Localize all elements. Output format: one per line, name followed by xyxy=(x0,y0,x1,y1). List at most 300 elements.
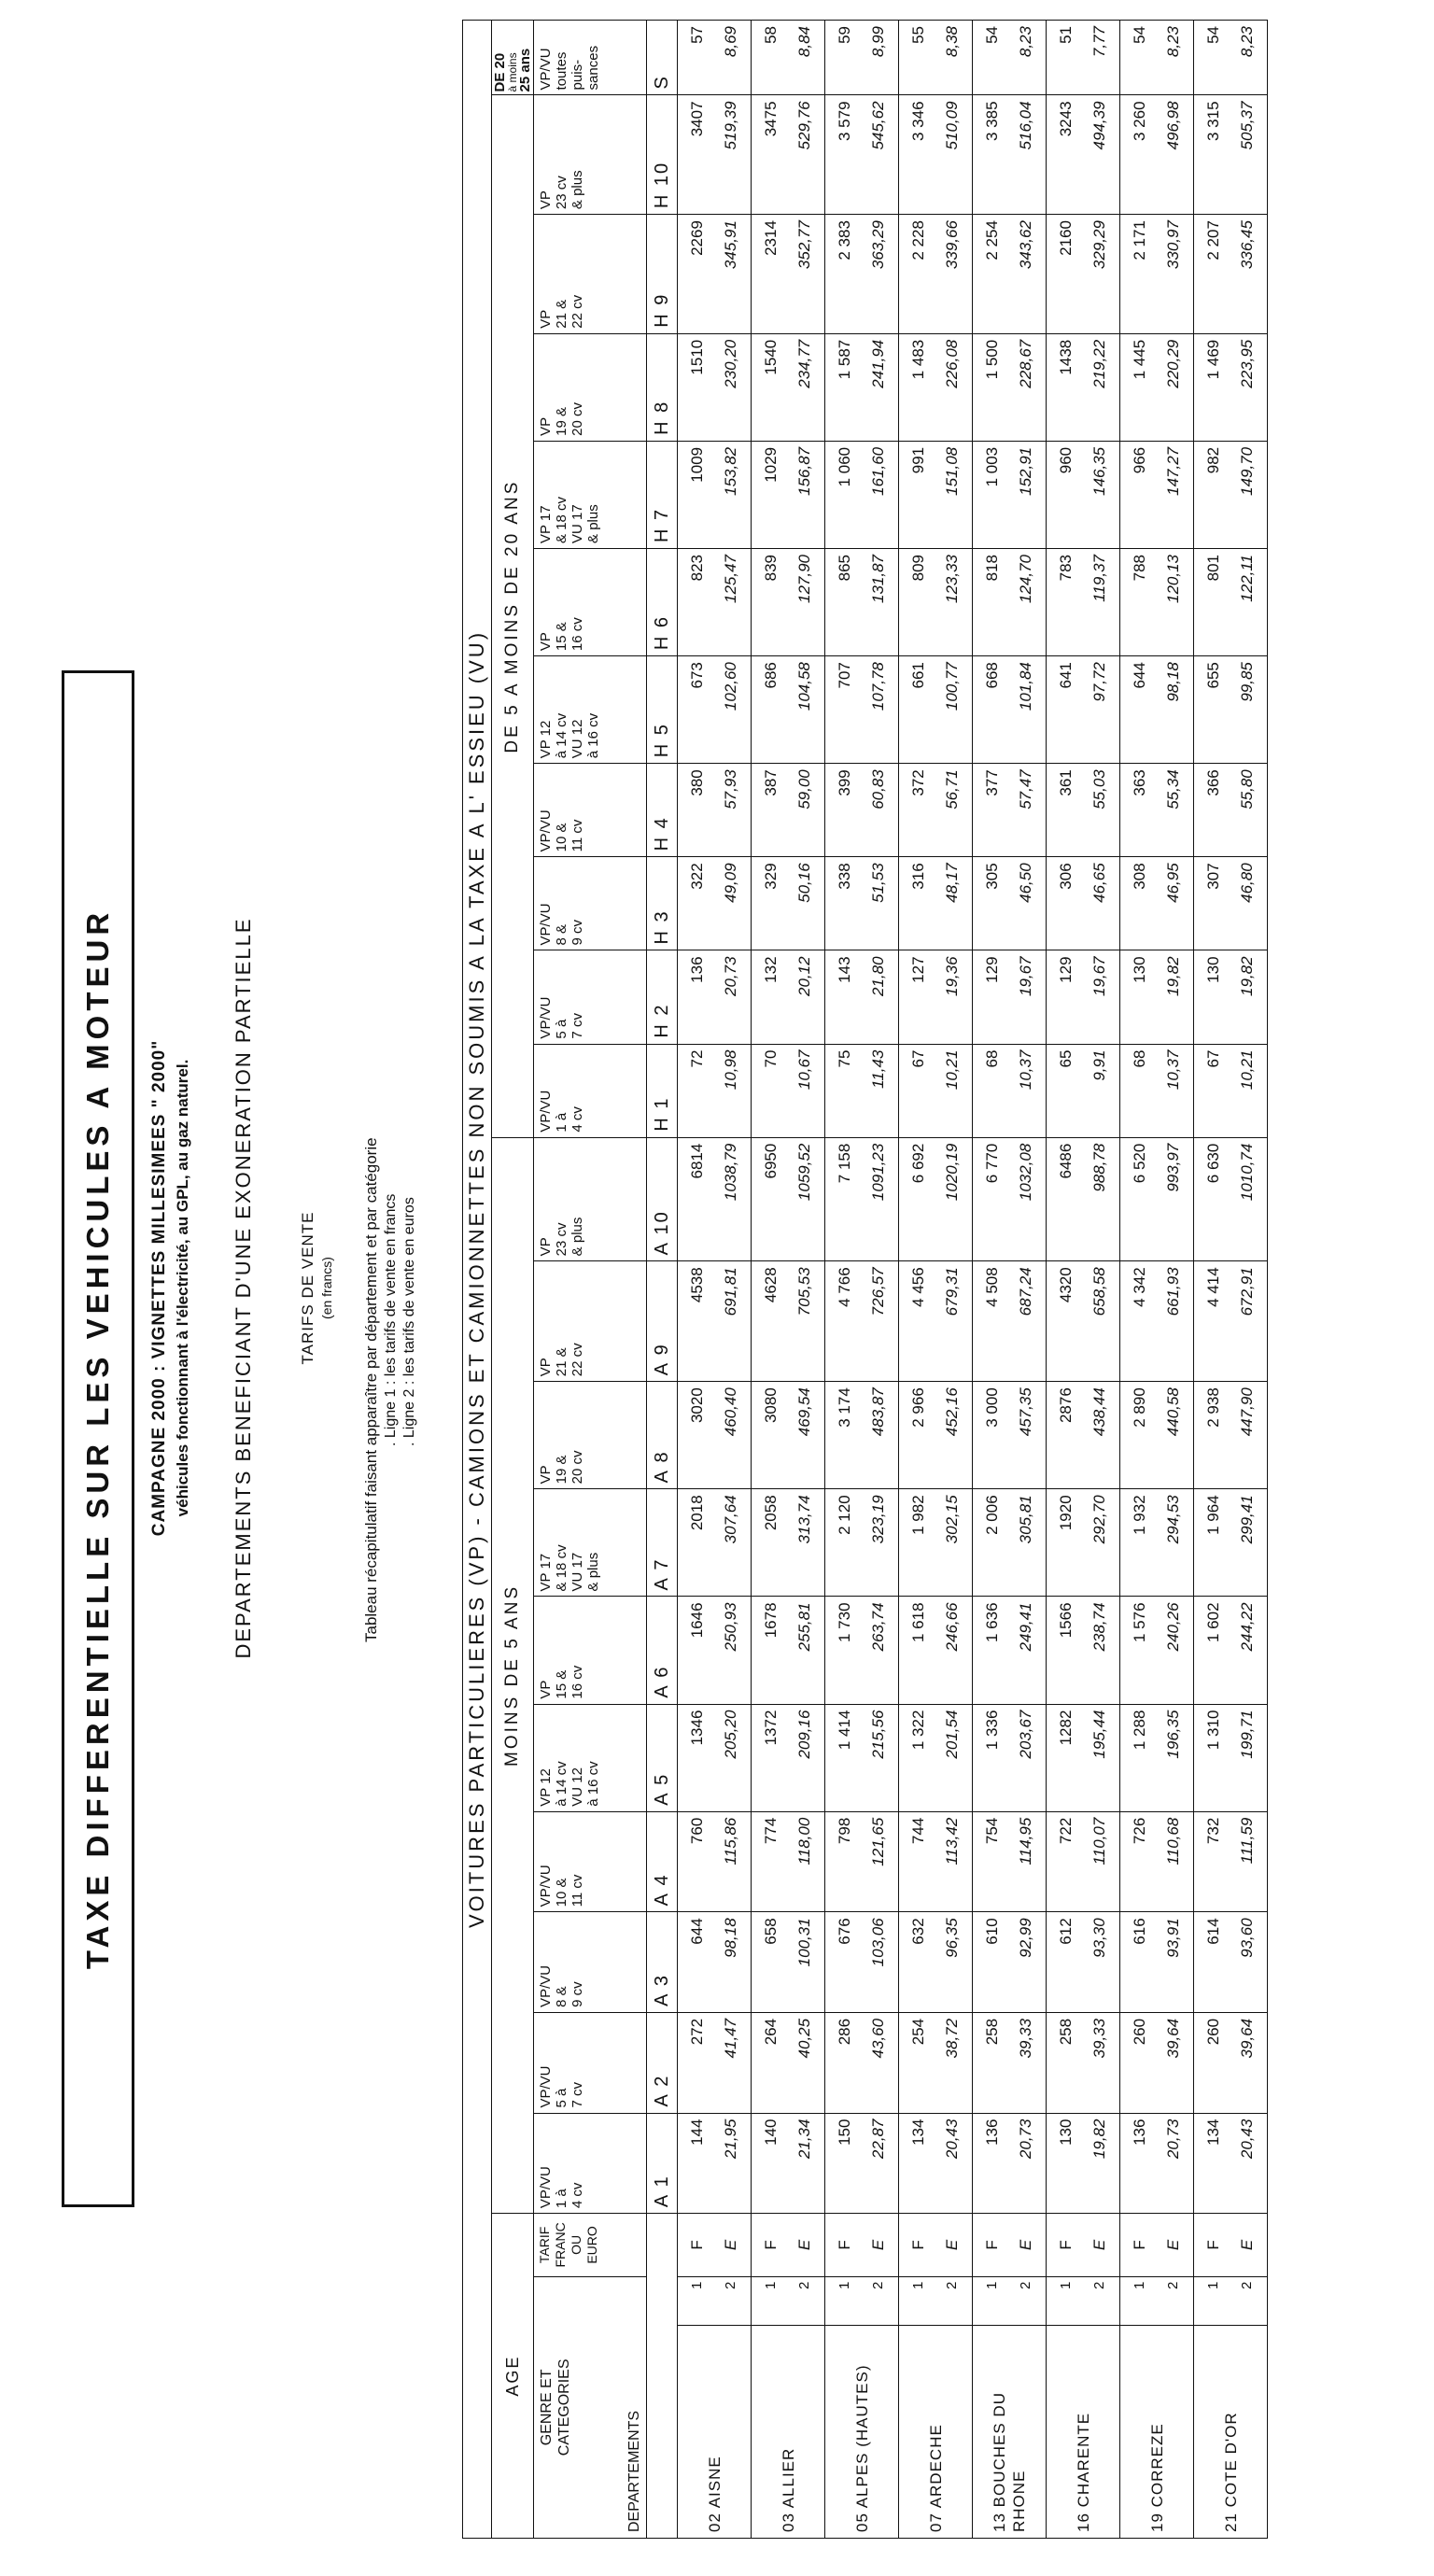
line-number: 1 xyxy=(1205,2281,1221,2290)
cell-h7 xyxy=(678,441,752,548)
value-euro: 292,70 xyxy=(1090,1495,1108,1544)
value-euro: 93,30 xyxy=(1090,1918,1108,1958)
cell-h7 xyxy=(752,441,825,548)
value-euro: 20,12 xyxy=(795,956,813,996)
value-euro: 8,84 xyxy=(795,26,813,58)
cell-h2 xyxy=(899,950,973,1044)
header-line: VP xyxy=(538,632,554,652)
value-franc: 774 xyxy=(762,1817,780,1845)
code-a8: A 8 xyxy=(647,1382,678,1489)
header-line: 23 cv xyxy=(554,1222,569,1257)
value-euro: 57,93 xyxy=(722,769,739,809)
value-franc: 307 xyxy=(1204,863,1222,890)
value-franc: 51 xyxy=(1057,26,1075,44)
value-euro: 545,62 xyxy=(869,101,887,150)
cell-a8 xyxy=(752,1382,825,1489)
value-franc: 3 385 xyxy=(983,101,1001,141)
cell-s xyxy=(825,21,899,95)
franc-indicator: F xyxy=(909,2240,927,2250)
value-euro: 19,82 xyxy=(1090,2119,1108,2160)
value-franc: 65 xyxy=(1057,1049,1075,1068)
value-franc: 1678 xyxy=(762,1602,780,1639)
value-franc: 1372 xyxy=(762,1710,780,1746)
cell-h9 xyxy=(973,215,1047,334)
departments-title: DEPARTEMENTS BENEFICIANT D'UNE EXONERATION PARTIELLE xyxy=(232,917,255,1659)
cell-a1 xyxy=(1120,2113,1194,2214)
cell-a6 xyxy=(1047,1597,1120,1704)
cell-a2 xyxy=(1047,2012,1120,2113)
cell-h10 xyxy=(752,95,825,215)
value-franc: 3 315 xyxy=(1204,101,1222,141)
value-franc: 286 xyxy=(836,2018,853,2046)
value-euro: 672,91 xyxy=(1238,1267,1256,1316)
value-euro: 156,87 xyxy=(795,446,813,496)
value-franc: 4628 xyxy=(762,1267,780,1303)
value-euro: 496,98 xyxy=(1164,101,1182,150)
cell-h6 xyxy=(1120,548,1194,655)
value-euro: 255,81 xyxy=(795,1602,813,1652)
cell-a3 xyxy=(1120,1912,1194,2013)
franc-indicator: F xyxy=(836,2240,853,2250)
euro-indicator: E xyxy=(722,2239,739,2251)
cell-h2 xyxy=(825,950,899,1044)
cell-a1 xyxy=(1047,2113,1120,2214)
value-euro: 59,00 xyxy=(795,769,813,809)
cell-a3 xyxy=(899,1912,973,2013)
column-head-h3 xyxy=(534,857,647,950)
cell-h7 xyxy=(1047,441,1120,548)
value-franc: 322 xyxy=(688,863,706,890)
value-euro: 93,91 xyxy=(1164,1918,1182,1958)
cell-a4 xyxy=(1047,1811,1120,1912)
header-line: & plus xyxy=(569,1217,585,1257)
value-franc: 134 xyxy=(909,2119,927,2146)
value-euro: 687,24 xyxy=(1017,1267,1034,1316)
cell-a8 xyxy=(678,1382,752,1489)
header-line: à 16 cv xyxy=(585,1761,601,1807)
value-euro: 19,67 xyxy=(1017,956,1034,996)
vehicles-note: véhicules fonctionnant à l'électricité, au GPL, au gaz naturel. xyxy=(174,1059,191,1517)
header-line: FRANC xyxy=(553,2222,568,2268)
value-franc: 1 310 xyxy=(1204,1710,1222,1751)
header-line: VP/VU xyxy=(538,809,554,852)
value-franc: 260 xyxy=(1131,2018,1148,2046)
column-head-a2 xyxy=(534,2012,647,2113)
header-line: 1 à xyxy=(554,1112,569,1133)
page-title: TAXE DIFFERENTIELLE SUR LES VEHICULES A MOTEUR xyxy=(80,908,115,1970)
value-euro: 55,80 xyxy=(1238,769,1256,809)
value-euro: 10,37 xyxy=(1017,1049,1034,1091)
value-franc: 380 xyxy=(688,769,706,796)
value-euro: 246,66 xyxy=(943,1602,961,1652)
table-row xyxy=(1047,21,1120,2539)
value-euro: 104,58 xyxy=(795,662,813,711)
cell-h5 xyxy=(899,656,973,764)
table-row xyxy=(678,21,752,2539)
code-h9: H 9 xyxy=(647,215,678,334)
value-franc: 2314 xyxy=(762,220,780,256)
value-euro: 19,82 xyxy=(1164,956,1182,996)
euro-indicator: E xyxy=(1090,2239,1108,2251)
cell-a5 xyxy=(1120,1704,1194,1811)
cell-a5 xyxy=(1047,1704,1120,1811)
value-euro: 38,72 xyxy=(943,2018,961,2059)
value-franc: 783 xyxy=(1057,554,1075,582)
tariff-table xyxy=(462,20,1268,2539)
code-h8: H 8 xyxy=(647,333,678,441)
cell-a10 xyxy=(1194,1137,1268,1261)
value-franc: 3080 xyxy=(762,1387,780,1424)
value-euro: 726,57 xyxy=(869,1267,887,1316)
value-euro: 46,65 xyxy=(1090,863,1108,903)
header-line: 4 cv xyxy=(569,2182,585,2209)
column-head-h2 xyxy=(534,950,647,1044)
value-franc: 1346 xyxy=(688,1710,706,1746)
cell-h10 xyxy=(1047,95,1120,215)
cell-a8 xyxy=(825,1382,899,1489)
cell-a9 xyxy=(1194,1261,1268,1382)
cell-h3 xyxy=(1047,857,1120,950)
code-a3: A 3 xyxy=(647,1912,678,2013)
value-franc: 143 xyxy=(836,956,853,983)
value-franc: 258 xyxy=(1057,2018,1075,2046)
value-franc: 4 508 xyxy=(983,1267,1001,1307)
header-line: 11 cv xyxy=(569,819,585,852)
value-franc: 610 xyxy=(983,1918,1001,1945)
value-franc: 2 890 xyxy=(1131,1387,1148,1428)
header-line: VP/VU xyxy=(538,2166,554,2209)
cell-h8 xyxy=(752,333,825,441)
cell-h4 xyxy=(1120,764,1194,857)
ligne2-text: . Ligne 2 : les tarifs de vente en euros xyxy=(401,1197,417,1446)
value-euro: 230,20 xyxy=(722,339,739,388)
value-franc: 632 xyxy=(909,1918,927,1945)
cell-h1 xyxy=(752,1044,825,1137)
header-line: 21 & xyxy=(554,1347,569,1377)
value-franc: 54 xyxy=(1131,26,1148,44)
value-euro: 60,83 xyxy=(869,769,887,809)
value-euro: 330,97 xyxy=(1164,220,1182,270)
value-franc: 1 932 xyxy=(1131,1495,1148,1535)
value-euro: 241,94 xyxy=(869,339,887,388)
table-row xyxy=(825,21,899,2539)
column-head-s xyxy=(534,21,647,95)
header-line: VP xyxy=(538,1465,554,1485)
header-line: EURO xyxy=(584,2226,599,2264)
line-number: 2 xyxy=(1239,2281,1255,2290)
cell-a4 xyxy=(899,1811,973,1912)
value-franc: 1438 xyxy=(1057,339,1075,375)
value-franc: 1282 xyxy=(1057,1710,1075,1746)
header-line: VP/VU xyxy=(538,903,554,946)
value-euro: 100,77 xyxy=(943,662,961,711)
department-name: 19 CORREZE xyxy=(1120,2326,1194,2539)
value-franc: 991 xyxy=(909,446,927,474)
genre-categories-label xyxy=(534,2276,647,2538)
value-euro: 19,82 xyxy=(1238,956,1256,996)
header-line: & plus xyxy=(585,504,601,543)
value-euro: 305,81 xyxy=(1017,1495,1034,1544)
header-line: 1 à xyxy=(554,2189,569,2209)
header-line: à 14 cv xyxy=(554,712,569,759)
cell-h6 xyxy=(678,548,752,655)
value-franc: 136 xyxy=(983,2119,1001,2146)
header-line: VU 12 xyxy=(569,1767,585,1807)
value-euro: 118,00 xyxy=(795,1817,813,1865)
value-euro: 115,86 xyxy=(722,1817,739,1865)
value-franc: 399 xyxy=(836,769,853,796)
header-line: VU 17 xyxy=(569,1552,585,1592)
value-euro: 20,73 xyxy=(1164,2119,1182,2160)
header-line: 16 cv xyxy=(569,617,585,652)
value-franc: 59 xyxy=(836,26,853,44)
value-euro: 529,76 xyxy=(795,101,813,150)
cell-h2 xyxy=(752,950,825,1044)
value-franc: 1540 xyxy=(762,339,780,375)
value-euro: 215,56 xyxy=(869,1710,887,1759)
value-euro: 125,47 xyxy=(722,554,739,603)
value-euro: 127,90 xyxy=(795,554,813,603)
value-euro: 39,64 xyxy=(1238,2018,1256,2059)
table-banner: VOITURES PARTICULIERES (VP) - CAMIONS ET CAMIONNETTES NON SOUMIS A LA TAXE A L' ESSIEU (VU) xyxy=(463,21,492,2539)
value-euro: 440,58 xyxy=(1164,1387,1182,1437)
header-line: 15 & xyxy=(554,622,569,652)
value-euro: 658,58 xyxy=(1090,1267,1108,1316)
cell-h8 xyxy=(825,333,899,441)
column-head-h9 xyxy=(534,215,647,334)
value-euro: 110,68 xyxy=(1164,1817,1182,1865)
section-20-a-25-ans xyxy=(492,21,534,95)
value-franc: 363 xyxy=(1131,769,1148,796)
value-franc: 377 xyxy=(983,769,1001,796)
value-franc: 4 414 xyxy=(1204,1267,1222,1307)
value-franc: 1 414 xyxy=(836,1710,853,1751)
line-numbers xyxy=(1120,2276,1194,2326)
value-euro: 7,77 xyxy=(1090,26,1108,58)
value-euro: 20,73 xyxy=(1017,2119,1034,2160)
value-euro: 1032,08 xyxy=(1017,1143,1034,1202)
cell-a9 xyxy=(752,1261,825,1382)
cell-a10 xyxy=(899,1137,973,1261)
value-franc: 54 xyxy=(983,26,1001,44)
value-franc: 668 xyxy=(983,662,1001,689)
header-line: 19 & xyxy=(554,1455,569,1485)
header-line: & plus xyxy=(569,170,585,210)
cell-a4 xyxy=(825,1811,899,1912)
cell-a3 xyxy=(752,1912,825,2013)
header-line: 20 cv xyxy=(569,402,585,436)
header-line: VP xyxy=(538,1358,554,1377)
value-euro: 39,33 xyxy=(1017,2018,1034,2059)
line-number: 1 xyxy=(836,2281,852,2290)
cell-h6 xyxy=(825,548,899,655)
value-euro: 131,87 xyxy=(869,554,887,603)
cell-h1 xyxy=(1194,1044,1268,1137)
franc-euro-indicator xyxy=(1120,2214,1194,2277)
value-franc: 130 xyxy=(1131,956,1148,983)
value-franc: 130 xyxy=(1204,956,1222,983)
cell-h7 xyxy=(899,441,973,548)
value-euro: 226,08 xyxy=(943,339,961,388)
recap-text: Tableau récapitulatif faisant apparaître par département et par catégorie xyxy=(362,1137,380,1642)
value-euro: 199,71 xyxy=(1238,1710,1256,1759)
value-franc: 809 xyxy=(909,554,927,582)
value-franc: 2 966 xyxy=(909,1387,927,1428)
value-franc: 612 xyxy=(1057,1918,1075,1945)
header-line: VP 12 xyxy=(538,720,554,759)
header-line: VP/VU xyxy=(538,48,554,91)
value-euro: 244,22 xyxy=(1238,1602,1256,1652)
line-number: 1 xyxy=(910,2281,926,2290)
value-franc: 1 445 xyxy=(1131,339,1148,380)
cell-a7 xyxy=(1194,1489,1268,1597)
title-box xyxy=(62,670,134,2207)
column-head-h5 xyxy=(534,656,647,764)
cell-a10 xyxy=(973,1137,1047,1261)
column-head-h1 xyxy=(534,1044,647,1137)
value-euro: 40,25 xyxy=(795,2018,813,2059)
value-euro: 299,41 xyxy=(1238,1495,1256,1544)
value-euro: 20,43 xyxy=(943,2119,961,2160)
value-euro: 323,19 xyxy=(869,1495,887,1544)
section-5-a-20-ans: DE 5 A MOINS DE 20 ANS xyxy=(492,95,534,1137)
table-row xyxy=(899,21,973,2539)
cell-a10 xyxy=(678,1137,752,1261)
cell-a8 xyxy=(899,1382,973,1489)
column-head-h4 xyxy=(534,764,647,857)
header-line: CATEGORIES xyxy=(556,2358,572,2456)
cell-h3 xyxy=(678,857,752,950)
value-franc: 966 xyxy=(1131,446,1148,474)
cell-h10 xyxy=(1120,95,1194,215)
franc-indicator: F xyxy=(1204,2240,1222,2250)
cell-h2 xyxy=(973,950,1047,1044)
value-euro: 55,03 xyxy=(1090,769,1108,809)
value-euro: 46,50 xyxy=(1017,863,1034,903)
value-euro: 505,37 xyxy=(1238,101,1256,150)
header-line: 8 & xyxy=(554,1986,569,2007)
value-euro: 123,33 xyxy=(943,554,961,603)
value-euro: 457,35 xyxy=(1017,1387,1034,1437)
value-euro: 8,99 xyxy=(869,26,887,58)
value-franc: 72 xyxy=(688,1049,706,1068)
value-franc: 132 xyxy=(762,956,780,983)
line-number: 1 xyxy=(689,2281,705,2290)
code-s: S xyxy=(647,21,678,95)
value-euro: 92,99 xyxy=(1017,1918,1034,1958)
value-franc: 254 xyxy=(909,2018,927,2046)
value-franc: 306 xyxy=(1057,863,1075,890)
value-euro: 438,44 xyxy=(1090,1387,1108,1437)
value-franc: 2 006 xyxy=(983,1495,1001,1535)
cell-h6 xyxy=(899,548,973,655)
value-euro: 10,21 xyxy=(1238,1049,1256,1091)
value-euro: 124,70 xyxy=(1017,554,1034,603)
cell-a2 xyxy=(1120,2012,1194,2113)
value-franc: 1009 xyxy=(688,446,706,483)
code-h5: H 5 xyxy=(647,656,678,764)
value-franc: 1 587 xyxy=(836,339,853,380)
line-number: 1 xyxy=(763,2281,779,2290)
value-euro: 494,39 xyxy=(1090,101,1108,150)
cell-h1 xyxy=(1047,1044,1120,1137)
header-line: 22 cv xyxy=(569,1343,585,1377)
line-number: 1 xyxy=(984,2281,1000,2290)
section-line: 25 ans xyxy=(517,48,533,92)
value-euro: 149,70 xyxy=(1238,446,1256,496)
value-franc: 308 xyxy=(1131,863,1148,890)
value-euro: 519,39 xyxy=(722,101,739,150)
cell-a4 xyxy=(1120,1811,1194,1912)
euro-indicator: E xyxy=(869,2239,887,2251)
value-euro: 11,43 xyxy=(869,1049,887,1089)
value-euro: 22,87 xyxy=(869,2119,887,2160)
column-head-h8 xyxy=(534,333,647,441)
value-euro: 196,35 xyxy=(1164,1710,1182,1759)
value-franc: 1 636 xyxy=(983,1602,1001,1642)
value-franc: 6 520 xyxy=(1131,1143,1148,1184)
header-line: 5 à xyxy=(554,2088,569,2108)
header-line: 22 cv xyxy=(569,294,585,329)
header-line: & 18 cv xyxy=(554,496,569,543)
cell-a6 xyxy=(973,1597,1047,1704)
code-a10: A 10 xyxy=(647,1137,678,1261)
value-euro: 993,97 xyxy=(1164,1143,1182,1192)
section-line: à moins xyxy=(506,52,519,92)
value-euro: 352,77 xyxy=(795,220,813,270)
header-line: & plus xyxy=(585,1552,601,1592)
value-franc: 754 xyxy=(983,1817,1001,1845)
value-franc: 686 xyxy=(762,662,780,689)
value-franc: 316 xyxy=(909,863,927,890)
cell-h2 xyxy=(1194,950,1268,1044)
value-franc: 4 766 xyxy=(836,1267,853,1307)
header-line: puis- xyxy=(569,59,585,91)
line-numbers xyxy=(899,2276,973,2326)
header-line: 8 & xyxy=(554,923,569,946)
value-franc: 2 207 xyxy=(1204,220,1222,260)
header-line: 16 cv xyxy=(569,1665,585,1699)
value-euro: 234,77 xyxy=(795,339,813,388)
value-franc: 387 xyxy=(762,769,780,796)
franc-euro-indicator xyxy=(1047,2214,1120,2277)
value-euro: 39,64 xyxy=(1164,2018,1182,2059)
value-franc: 1 060 xyxy=(836,446,853,487)
value-franc: 2 938 xyxy=(1204,1387,1222,1428)
line-number: 2 xyxy=(723,2281,738,2290)
cell-a7 xyxy=(973,1489,1047,1597)
cell-a3 xyxy=(825,1912,899,2013)
table-row xyxy=(752,21,825,2539)
value-franc: 2 228 xyxy=(909,220,927,260)
value-euro: 8,38 xyxy=(943,26,961,58)
franc-euro-indicator xyxy=(825,2214,899,2277)
line-number: 1 xyxy=(1132,2281,1147,2290)
cell-h7 xyxy=(1120,441,1194,548)
value-euro: 307,64 xyxy=(722,1495,739,1544)
value-euro: 39,33 xyxy=(1090,2018,1108,2059)
value-franc: 140 xyxy=(762,2119,780,2146)
cell-h6 xyxy=(752,548,825,655)
cell-a9 xyxy=(825,1261,899,1382)
cell-h1 xyxy=(678,1044,752,1137)
value-franc: 6950 xyxy=(762,1143,780,1179)
value-franc: 722 xyxy=(1057,1817,1075,1845)
line-number: 2 xyxy=(796,2281,812,2290)
cell-a10 xyxy=(1120,1137,1194,1261)
value-franc: 134 xyxy=(1204,2119,1222,2146)
value-franc: 1646 xyxy=(688,1602,706,1639)
